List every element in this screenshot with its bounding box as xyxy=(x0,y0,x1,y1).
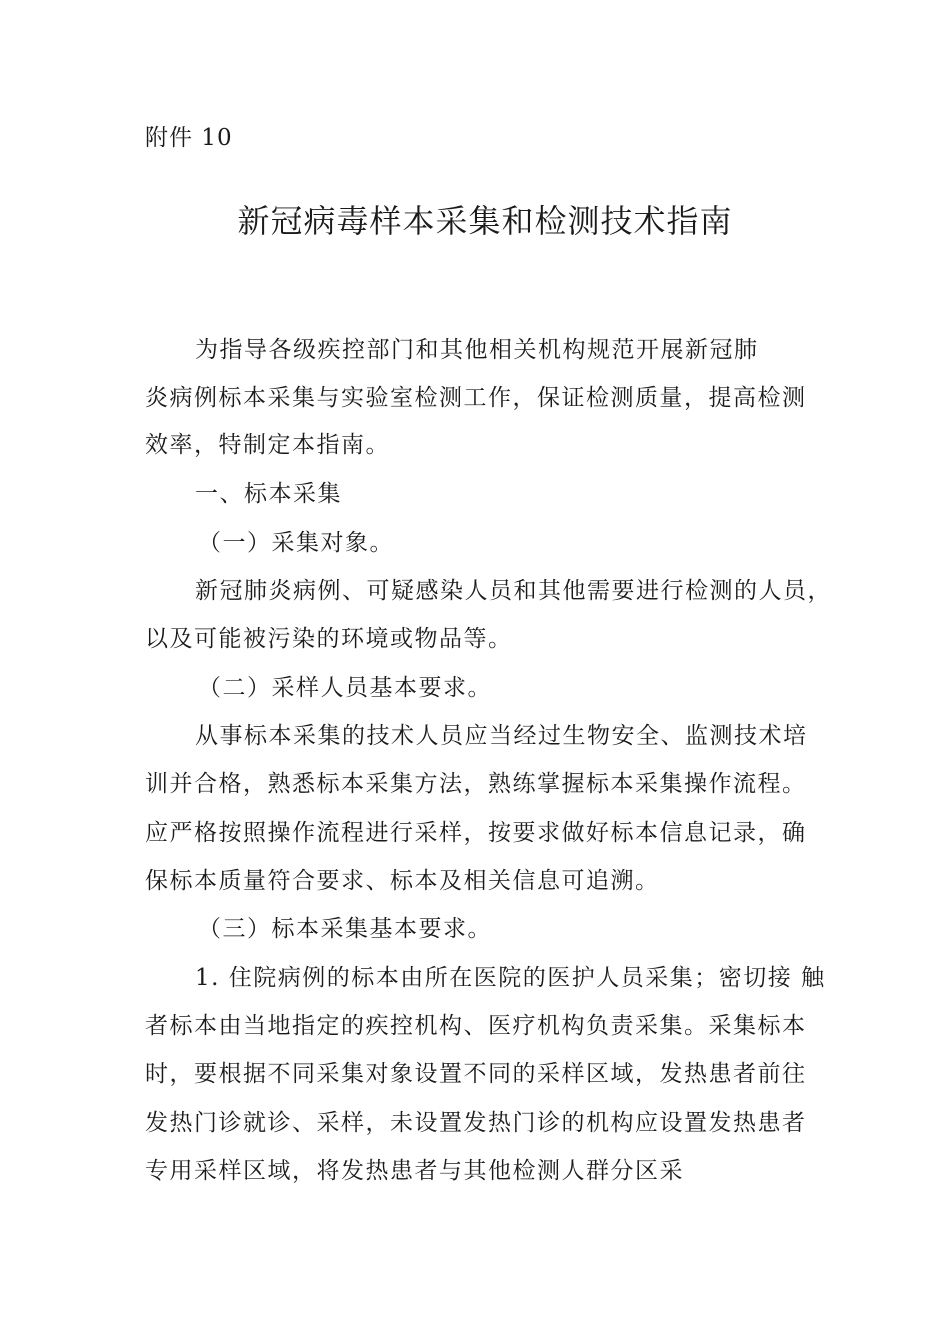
paragraph-line: 为指导各级疾控部门和其他相关机构规范开展新冠肺 xyxy=(195,337,759,363)
subsection-heading: （一）采集对象。 xyxy=(198,530,394,556)
paragraph-line: 发热门诊就诊、采样，未设置发热门诊的机构应设置发热患者 xyxy=(145,1110,807,1136)
subsection-heading: （二）采样人员基本要求。 xyxy=(198,675,492,701)
section-heading: 一、标本采集 xyxy=(195,481,342,507)
paragraph-line: 训并合格，熟悉标本采集方法，熟练掌握标本采集操作流程。 xyxy=(145,771,807,797)
paragraph-line: 者标本由当地指定的疾控机构、医疗机构负责采集。采集标本 xyxy=(145,1013,807,1039)
document-title: 新冠病毒样本采集和检测技术指南 xyxy=(237,202,733,240)
paragraph-line: 保标本质量符合要求、标本及相关信息可追溯。 xyxy=(145,868,660,894)
subsection-heading: （三）标本采集基本要求。 xyxy=(198,916,492,942)
paragraph-line: 新冠肺炎病例、可疑感染人员和其他需要进行检测的人员， xyxy=(195,578,832,604)
paragraph-line: 专用采样区域，将发热患者与其他检测人群分区采 xyxy=(145,1158,684,1184)
attachment-label: 附件 10 xyxy=(145,125,233,151)
paragraph-line: 1. 住院病例的标本由所在医院的医护人员采集；密切接 触 xyxy=(195,965,826,991)
paragraph-line: 炎病例标本采集与实验室检测工作，保证检测质量，提高检测 xyxy=(145,385,807,411)
paragraph-line: 从事标本采集的技术人员应当经过生物安全、监测技术培 xyxy=(195,723,808,749)
paragraph-line: 效率，特制定本指南。 xyxy=(145,432,390,458)
paragraph-line: 以及可能被污染的环境或物品等。 xyxy=(145,626,513,652)
paragraph-line: 时，要根据不同采集对象设置不同的采样区域，发热患者前往 xyxy=(145,1061,807,1087)
paragraph-line: 应严格按照操作流程进行采样，按要求做好标本信息记录，确 xyxy=(145,820,807,846)
